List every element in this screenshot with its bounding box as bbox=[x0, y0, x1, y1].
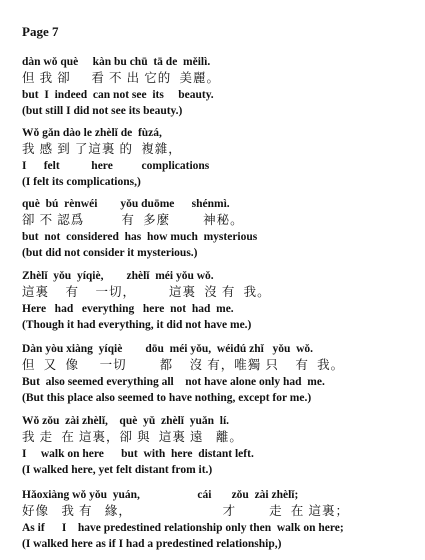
gloss-line: Here had everything here not had me. bbox=[22, 303, 234, 315]
pinyin-line: Dàn yòu xiàng yíqiè dōu méi yǒu, wéidú zhǐ yǒu wǒ. bbox=[22, 343, 314, 355]
page-number: Page 7 bbox=[22, 24, 59, 39]
pinyin-line: dàn wǒ què kàn bu chū tā de měilì. bbox=[22, 56, 211, 68]
translation-line: (I walked here, yet felt distant from it.) bbox=[22, 464, 213, 476]
stanza-7 bbox=[22, 487, 417, 552]
stanza-4 bbox=[22, 268, 417, 333]
chinese-line: 卻 不 認爲 有 多麼 神秘。 bbox=[22, 213, 244, 227]
translation-line: (Though it had everything, it did not have me.) bbox=[22, 319, 252, 331]
translation-line: (I felt its complications,) bbox=[22, 176, 141, 188]
pinyin-line: Wǒ zǒu zài zhèlǐ, què yǔ zhèlǐ yuǎn lí. bbox=[22, 415, 230, 427]
chinese-line: 我 走 在 這裏，卻 與 這裏 遠 離。 bbox=[22, 430, 243, 444]
pinyin-line: què bú rènwéi yǒu duōme shénmì. bbox=[22, 198, 230, 210]
gloss-line: but I indeed can not see its beauty. bbox=[22, 89, 214, 101]
chinese-line: 但 我 卻 看 不 出 它的 美麗。 bbox=[22, 71, 221, 85]
stanza-5 bbox=[22, 341, 417, 406]
stanza-6 bbox=[22, 413, 417, 478]
gloss-line: but not considered has how much mysterious bbox=[22, 231, 258, 243]
gloss-line: I walk on here but with here distant left. bbox=[22, 448, 254, 460]
pinyin-line: Wǒ gǎn dào le zhèlǐ de fùzá, bbox=[22, 127, 162, 139]
stanza-2 bbox=[22, 125, 417, 190]
stanza-1 bbox=[22, 54, 417, 119]
gloss-line: As if I have predestined relationship only then walk on here; bbox=[22, 522, 344, 534]
stanza-3 bbox=[22, 196, 417, 261]
chinese-line: 好像 我 有 緣， 才 走 在 這裏； bbox=[22, 504, 350, 518]
chinese-line: 我 感 到 了這裏 的 複雜， bbox=[22, 142, 182, 156]
translation-line: (but did not consider it mysterious.) bbox=[22, 247, 198, 259]
gloss-line: But also seemed everything all not have alone only had me. bbox=[22, 376, 325, 388]
translation-line: (but still I did not see its beauty.) bbox=[22, 105, 183, 117]
translation-line: (I walked here as if I had a predestined relationship,) bbox=[22, 538, 282, 550]
pinyin-line: Zhèlǐ yǒu yíqiè, zhèlǐ méi yǒu wǒ. bbox=[22, 270, 214, 282]
pinyin-line: Hǎoxiàng wǒ yǒu yuán, cái zǒu zài zhèlǐ; bbox=[22, 489, 299, 501]
gloss-line: I felt here complications bbox=[22, 160, 210, 172]
chinese-line: 這裏 有 一切， 這裏 沒 有 我。 bbox=[22, 285, 271, 299]
chinese-line: 但 又 像 一切 都 沒 有，唯獨 只 有 我。 bbox=[22, 358, 345, 372]
translation-line: (But this place also seemed to have nothing, except for me.) bbox=[22, 392, 312, 404]
